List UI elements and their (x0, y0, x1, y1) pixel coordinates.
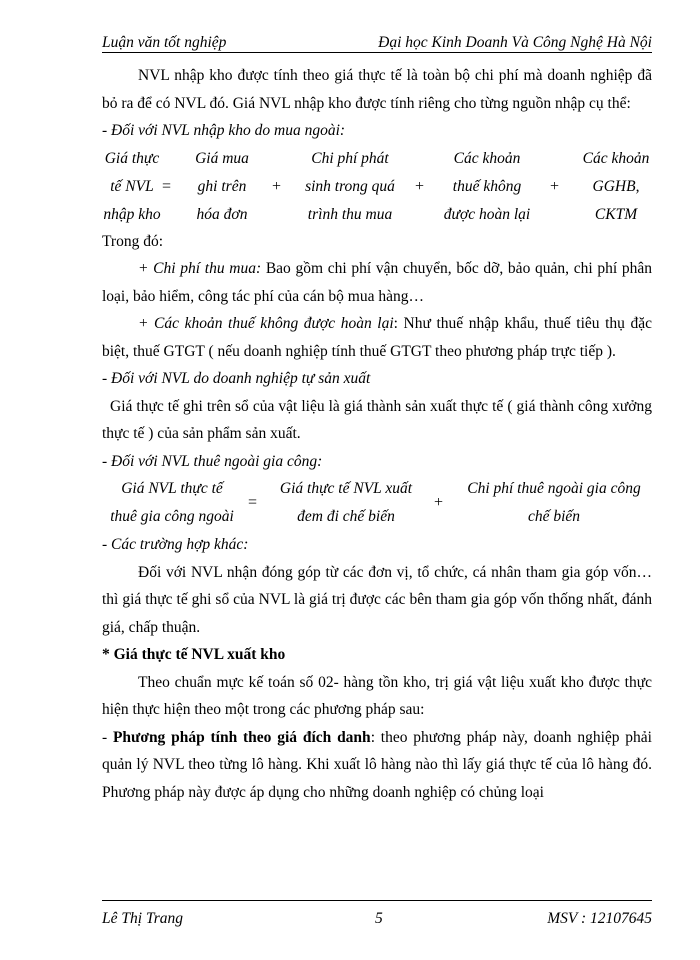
header-left-title: Luận văn tốt nghiệp (102, 34, 227, 51)
formula1-term-4: Các khoản thuế không được hoàn lại (443, 149, 531, 223)
formula1-plus-1: + (272, 177, 282, 195)
export-price-heading: * Giá thực tế NVL xuất kho (102, 646, 286, 663)
export-standard-paragraph: Theo chuẩn mực kế toán số 02- hàng tồn kho, trị giá vật liệu xuất kho được thực hiện thực hiện theo một trong các phương pháp sau: (102, 673, 652, 718)
page-footer (102, 906, 652, 928)
footer-author: Lê Thị Trang (102, 910, 183, 927)
specific-identification-term: Phương pháp tính theo giá đích danh (112, 728, 371, 746)
intro-paragraph: NVL nhập kho được tính theo giá thực tế là toàn bộ chi phí mà doanh nghiệp đã bỏ ra để có NVL đó. Giá NVL nhập kho được tính riêng cho từng nguồn nhập cụ thể: (102, 67, 652, 112)
formula2-equals: = (248, 494, 258, 511)
formula1-plus-2: + (415, 177, 425, 195)
formula1-term-5: Các khoản GGHB, CKTM (582, 149, 650, 223)
purchase-cost-formula (102, 145, 652, 228)
page-body (102, 62, 652, 806)
formula1-plus-3: + (550, 177, 560, 195)
formula2-term-3: Chi phí thuê ngoài gia công chế biến (467, 480, 641, 525)
where-label: Trong đó: (102, 232, 164, 250)
page-header (102, 30, 652, 52)
non-refundable-tax-term: + Các khoản thuế không được hoàn lại (138, 315, 394, 332)
header-right-title: Đại học Kinh Doanh Và Công Nghệ Hà Nội (378, 34, 652, 51)
self-produced-paragraph: Giá thực tế ghi trên sổ của vật liệu là giá thành sản xuất thực tế ( giá thành công xưởng thực tế ) của sản phẩm sản xuất. (102, 397, 652, 442)
footer-student-id: MSV : 12107645 (547, 910, 652, 927)
formula2-plus: + (434, 494, 444, 511)
case-outsourced-heading: - Đối với NVL thuê ngoài gia công: (102, 452, 323, 470)
case-purchase-heading: - Đối với NVL nhập kho do mua ngoài: (102, 122, 346, 139)
non-refundable-tax-note (102, 310, 652, 365)
non-refundable-tax-text: : Như thuế nhập khẩu, thuế tiêu thụ đặc biệt, thuế GTGT ( nếu doanh nghiệp tính thuế GTGT theo phương pháp trực tiếp ). (102, 315, 653, 360)
method-prefix: - (102, 728, 113, 746)
specific-identification-text: : theo phương pháp này, doanh nghiệp phải quản lý NVL theo từng lô hàng. Khi xuất lô hàng nào thì lấy giá thực tế của lô hàng đó. Phương pháp này được áp dụng cho những doanh nghiệp có chủng loại (102, 728, 652, 801)
case-self-produced-heading: - Đối với NVL do doanh nghiệp tự sản xuất (102, 370, 371, 387)
page-number: 5 (375, 910, 383, 927)
footer-divider (102, 900, 652, 901)
formula1-term-2: Giá mua ghi trên hóa đơn (195, 149, 249, 223)
purchase-cost-term: + Chi phí thu mua: (138, 260, 262, 277)
purchase-cost-note (102, 255, 652, 310)
formula1-equals: = (162, 177, 172, 195)
case-other-heading: - Các trường hợp khác: (102, 536, 249, 553)
specific-identification-paragraph (102, 724, 652, 807)
other-cases-paragraph: Đối với NVL nhận đóng góp từ các đơn vị, tổ chức, cá nhân tham gia góp vốn… thì giá thực tế ghi sổ của NVL là giá trị được các bên tham gia góp vốn thống nhất, đánh giá, chấp thuận. (102, 563, 652, 636)
purchase-cost-text: Bao gồm chi phí vận chuyển, bốc dỡ, bảo quản, chi phí phân loại, bảo hiểm, công tác phí của cán bộ mua hàng… (102, 260, 652, 305)
formula2-term-2: Giá thực tế NVL xuất đem đi chế biến (279, 480, 413, 525)
formula1-term-1: Giá thực tế NVL nhập kho (103, 149, 161, 223)
outsourced-cost-formula (102, 475, 652, 531)
header-divider (102, 52, 652, 53)
formula2-term-1: Giá NVL thực tế thuê gia công ngoài (110, 480, 234, 525)
formula1-term-3: Chi phí phát sinh trong quá trình thu mua (305, 149, 395, 223)
